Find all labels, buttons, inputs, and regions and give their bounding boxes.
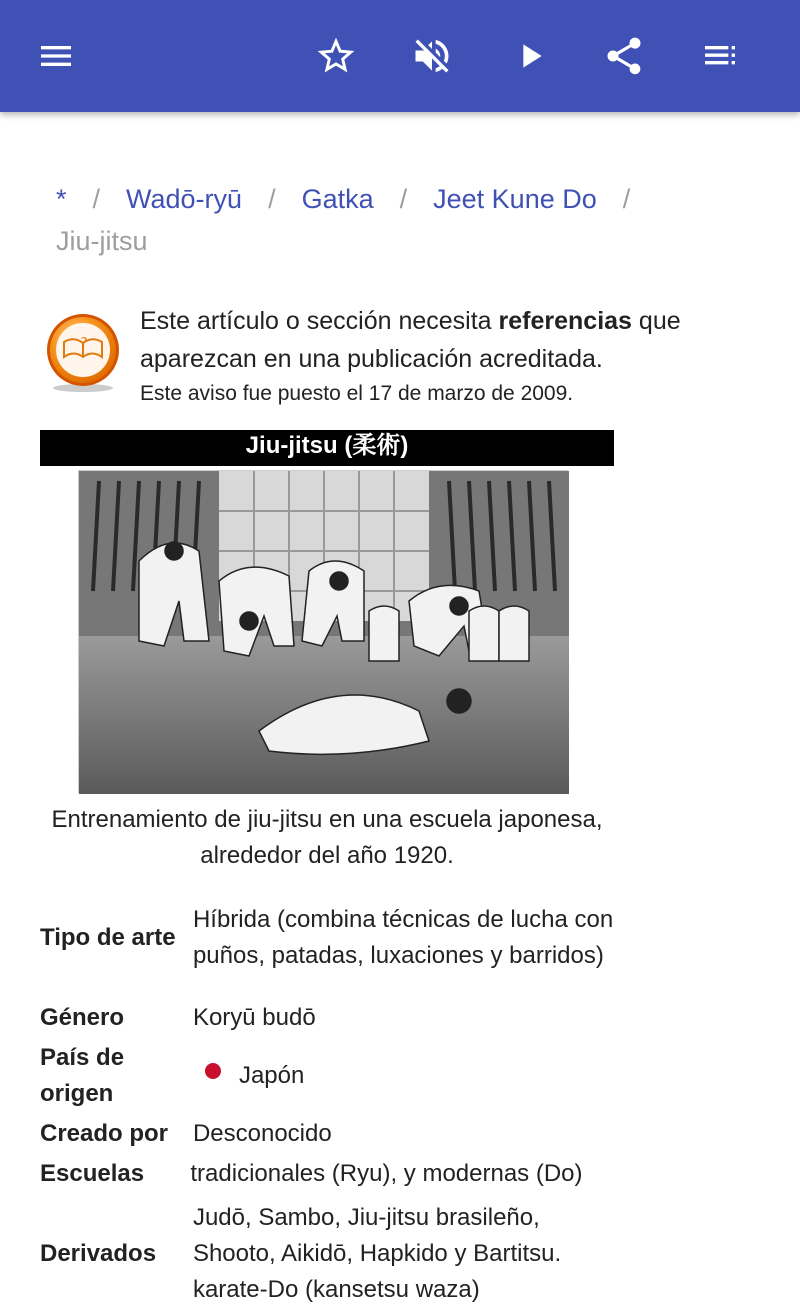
- references-notice: [40, 298, 760, 418]
- mute-button[interactable]: [404, 28, 460, 84]
- row-label: Derivados: [40, 1240, 157, 1267]
- menu-icon: [36, 36, 76, 76]
- row-value[interactable]: Judō, Sambo, Jiu-jitsu brasileño, Shooto, Aikidō, Hapkido y Bartitsu. karate-Do (kansetsu waza): [192, 1204, 562, 1303]
- breadcrumb: [56, 178, 756, 262]
- notice-text-start: Este artículo o sección necesita: [140, 307, 499, 335]
- row-value: tradicionales (Ryu), y modernas (Do): [190, 1160, 583, 1187]
- notice-message: [140, 302, 740, 378]
- volume-off-icon: [410, 34, 454, 78]
- infobox-table: [40, 878, 620, 1314]
- breadcrumb-link-home[interactable]: *: [56, 184, 67, 214]
- row-label: Tipo de arte: [40, 924, 176, 951]
- infobox-photo[interactable]: [78, 470, 568, 793]
- notice-text-end: que aparezcan en una publicación acreditada.: [140, 307, 681, 373]
- contents-button[interactable]: [692, 28, 748, 84]
- row-label: Escuelas: [40, 1160, 145, 1187]
- book-question-icon: [44, 312, 122, 394]
- infobox-row-escuelas: [40, 1154, 620, 1194]
- infobox-row-derivados: [40, 1194, 620, 1314]
- breadcrumb-current: Jiu-jitsu: [56, 226, 148, 256]
- row-value[interactable]: Koryū budō: [192, 1004, 316, 1031]
- playlist-icon: [700, 36, 740, 76]
- breadcrumb-link-gatka[interactable]: Gatka: [301, 184, 374, 214]
- infobox-row-pais: [40, 1038, 620, 1114]
- breadcrumb-link-wado-ryu[interactable]: Wadō-ryū: [126, 184, 243, 214]
- share-icon: [602, 34, 646, 78]
- row-label: País de origen: [40, 1044, 125, 1107]
- notice-date: Este aviso fue puesto el 17 de marzo de 2009.: [140, 382, 574, 405]
- star-outline-icon: [314, 34, 358, 78]
- share-button[interactable]: [596, 28, 652, 84]
- infobox-title: Jiu-jitsu (柔術): [40, 430, 614, 466]
- app-bar: [0, 0, 800, 112]
- play-button[interactable]: [502, 28, 558, 84]
- row-value: Desconocido: [192, 1120, 332, 1147]
- photo-caption: Entrenamiento de jiu-jitsu en una escuela japonesa, alrededor del año 1920.: [51, 806, 603, 869]
- breadcrumb-separator: /: [399, 184, 408, 214]
- breadcrumb-separator: /: [92, 184, 101, 214]
- svg-text:?: ?: [80, 336, 88, 351]
- infobox-row-creado: [40, 1114, 620, 1154]
- training-photo: [79, 471, 569, 794]
- row-value: Híbrida (combina técnicas de lucha con puños, patadas, luxaciones y barridos): [192, 906, 614, 969]
- infobox-row-genero: [40, 998, 620, 1038]
- japan-flag-icon: [205, 1063, 221, 1079]
- menu-button[interactable]: [28, 28, 84, 84]
- country-link[interactable]: Japón: [238, 1062, 305, 1089]
- favorite-button[interactable]: [308, 28, 364, 84]
- row-label: Género: [40, 1004, 125, 1031]
- infobox-row-tipo: [40, 878, 620, 998]
- breadcrumb-separator: /: [622, 184, 631, 214]
- notice-bold-link[interactable]: referencias: [498, 307, 632, 335]
- breadcrumb-link-jeet-kune-do[interactable]: Jeet Kune Do: [433, 184, 597, 214]
- row-label: Creado por: [40, 1120, 169, 1147]
- row-value: [193, 1058, 620, 1094]
- breadcrumb-separator: /: [268, 184, 276, 214]
- play-icon: [510, 36, 550, 76]
